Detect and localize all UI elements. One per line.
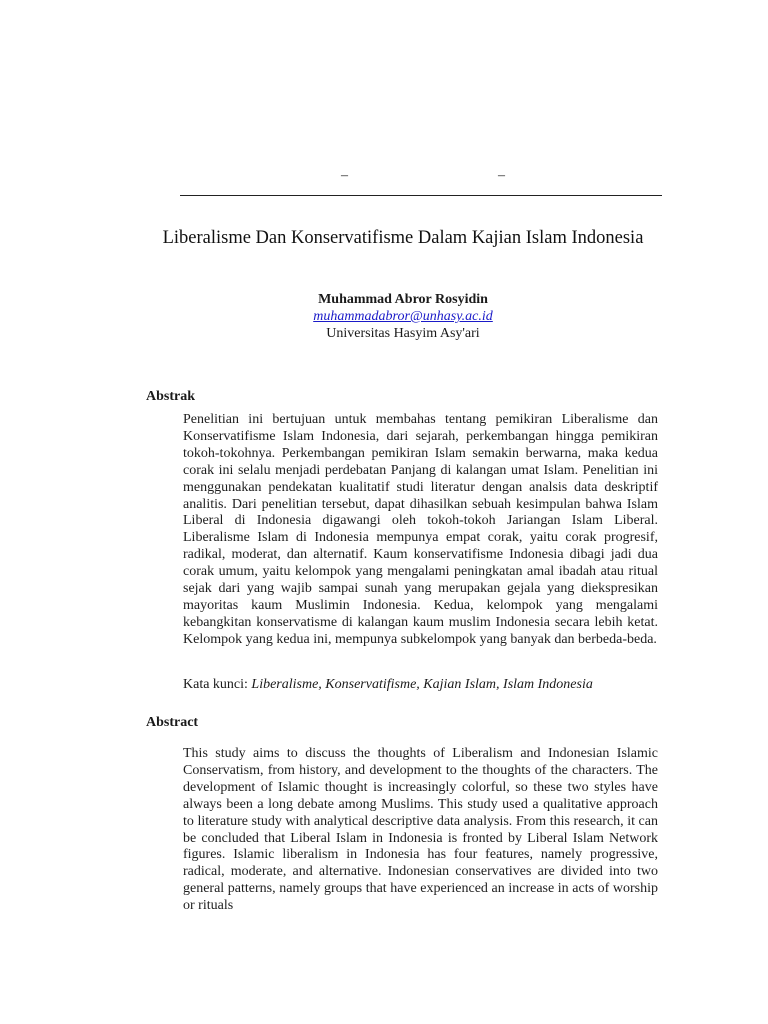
abstrak-heading: Abstrak bbox=[146, 389, 196, 404]
author-affiliation: Universitas Hasyim Asy'ari bbox=[326, 326, 480, 341]
keywords-line bbox=[183, 676, 658, 693]
header-dash-right: – bbox=[498, 168, 505, 183]
author-block bbox=[200, 291, 606, 342]
header-dash-left: – bbox=[341, 168, 348, 183]
paper-title: Liberalisme Dan Konservatifisme Dalam Kajian Islam Indonesia bbox=[162, 228, 644, 248]
author-name: Muhammad Abror Rosyidin bbox=[318, 292, 488, 307]
abstrak-text: Penelitian ini bertujuan untuk membahas tentang pemikiran Liberalisme dan Konservatifisme Islam Indonesia, dari sejarah, perkembangan hingga pemikiran tokoh-tokohnya. Perkembangan pemikiran Islam semakin berwarna, maka kedua corak ini selalu menjadi perdebatan Panjang di kalangan umat Islam. Penelitian ini menggunakan pendekatan kualitatif studi literatur dengan analsis data deskriptif analitis. Dari penelitian tersebut, dapat dihasilkan sebuah kesimpulan bahwa Islam Liberal di Indonesia digawangi oleh tokoh-tokoh Jariangan Islam Liberal. Liberalisme Islam di Indonesia mempunya empat corak, yaitu corak progresif, radikal, moderat, dan alternatif. Kaum konservatifisme Indonesia dibagi jadi dua corak umum, yaitu kelompok yang mengalami peningkatan amal ibadah atau ritual sejak dari yang wajib sampai sunah yang merupakan gejala yang diekspresikan mayoritas kaum Muslimin Indonesia. Kedua, kelompok yang mengalami kebangkitan konservatisme di kalangan kaum muslim Indonesia secara lebih ketat. Kelompok yang kedua ini, mempunya subkelompok yang banyak dan berbeda-beda. bbox=[183, 412, 658, 647]
keywords-values: Liberalisme, Konservatifisme, Kajian Islam, Islam Indonesia bbox=[251, 677, 593, 692]
header-rule bbox=[180, 195, 662, 196]
abstract-text: This study aims to discuss the thoughts of Liberalism and Indonesian Islamic Conservatism, from history, and development to the thoughts of the characters. The development of Islamic thought is increasingly colorful, so these two styles have always been a long debate among Muslims. This study used a qualitative approach to literature study with analytical descriptive data analysis. From this research, it can be concluded that Liberal Islam in Indonesia is fronted by Liberal Islam Network figures. Islamic liberalism in Indonesia has four features, namely progressive, radical, moderate, and alternative. Indonesian conservatives are divided into two general patterns, namely groups that have experienced an increase in acts of worship or rituals bbox=[183, 746, 658, 914]
keywords-label: Kata kunci: bbox=[183, 677, 248, 692]
abstract-heading: Abstract bbox=[146, 715, 199, 730]
author-email-link[interactable]: muhammadabror@unhasy.ac.id bbox=[313, 309, 493, 324]
